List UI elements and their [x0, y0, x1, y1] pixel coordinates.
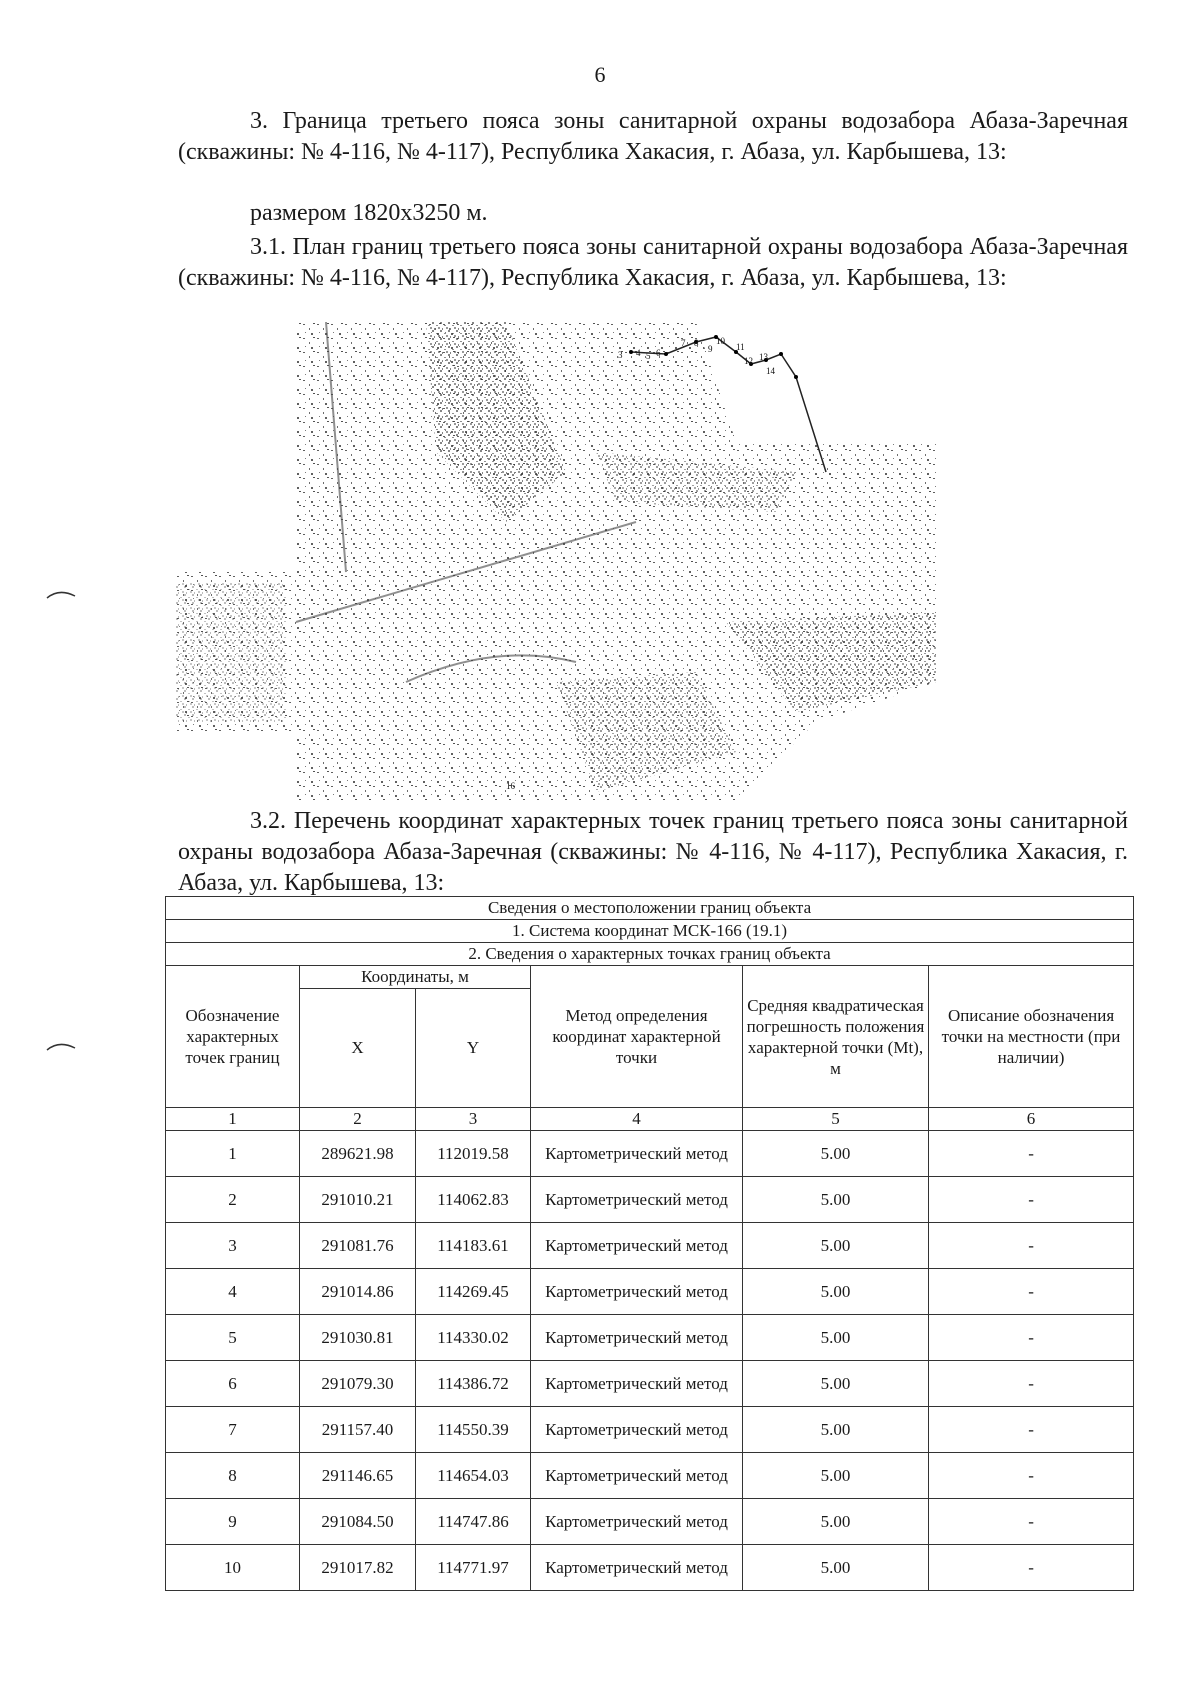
- map-point-label: 7: [681, 338, 686, 348]
- table-coordinate-system: 1. Система координат МСК-166 (19.1): [166, 920, 1134, 943]
- mean-error: 5.00: [743, 1269, 929, 1315]
- table-row: [166, 1499, 1134, 1545]
- point-number: 1: [166, 1131, 300, 1177]
- map-point-label: 6: [656, 348, 661, 358]
- coord-x: 291081.76: [300, 1223, 416, 1269]
- method: Картометрический метод: [531, 1545, 743, 1591]
- mean-error: 5.00: [743, 1407, 929, 1453]
- coordinates-table: [165, 896, 1134, 1591]
- mean-error: 5.00: [743, 1361, 929, 1407]
- table-row: [166, 1407, 1134, 1453]
- column-number: 2: [300, 1108, 416, 1131]
- column-number: 3: [416, 1108, 531, 1131]
- method: Картометрический метод: [531, 1453, 743, 1499]
- coord-y: 114550.39: [416, 1407, 531, 1453]
- coord-y: 114771.97: [416, 1545, 531, 1591]
- header-designation: Обозначение характерных точек границ: [166, 966, 300, 1108]
- table-row: [166, 1453, 1134, 1499]
- header-y: Y: [416, 989, 531, 1108]
- description: -: [929, 1315, 1134, 1361]
- coord-y: 114183.61: [416, 1223, 531, 1269]
- column-number: 1: [166, 1108, 300, 1131]
- method: Картометрический метод: [531, 1407, 743, 1453]
- mean-error: 5.00: [743, 1499, 929, 1545]
- header-method: Метод определения координат характерной точки: [531, 966, 743, 1108]
- point-number: 9: [166, 1499, 300, 1545]
- map-point-label: 10: [716, 336, 725, 346]
- method: Картометрический метод: [531, 1499, 743, 1545]
- description: -: [929, 1499, 1134, 1545]
- coord-x: 291014.86: [300, 1269, 416, 1315]
- method: Картометрический метод: [531, 1131, 743, 1177]
- map-point-label: 4: [636, 348, 641, 358]
- map-point-label: 8: [694, 338, 699, 348]
- header-mean-error: Средняя квадратическая погрешность положения характерной точки (Mt), м: [743, 966, 929, 1108]
- method: Картометрический метод: [531, 1269, 743, 1315]
- description: -: [929, 1131, 1134, 1177]
- coord-x: 291017.82: [300, 1545, 416, 1591]
- coord-x: 291030.81: [300, 1315, 416, 1361]
- point-number: 2: [166, 1177, 300, 1223]
- method: Картометрический метод: [531, 1361, 743, 1407]
- table-row: [166, 1223, 1134, 1269]
- binding-mark: [45, 1040, 77, 1054]
- column-number: 6: [929, 1108, 1134, 1131]
- mean-error: 5.00: [743, 1177, 929, 1223]
- coord-x: 291010.21: [300, 1177, 416, 1223]
- map-point-label: 13: [759, 352, 768, 362]
- mean-error: 5.00: [743, 1131, 929, 1177]
- coord-y: 112019.58: [416, 1131, 531, 1177]
- point-number: 8: [166, 1453, 300, 1499]
- coord-x: 291146.65: [300, 1453, 416, 1499]
- table-row: [166, 1545, 1134, 1591]
- map-point-label: 5: [646, 351, 651, 361]
- map-point-label: 12: [744, 356, 753, 366]
- point-number: 7: [166, 1407, 300, 1453]
- coord-y: 114747.86: [416, 1499, 531, 1545]
- table-row: [166, 1361, 1134, 1407]
- map-point-label: 16: [506, 781, 515, 791]
- map-point-label: 14: [766, 366, 775, 376]
- table-row: [166, 1177, 1134, 1223]
- paragraph-zone-size: размером 1820х3250 м.: [250, 200, 488, 226]
- column-number: 5: [743, 1108, 929, 1131]
- description: -: [929, 1407, 1134, 1453]
- header-coordinates: Координаты, м: [300, 966, 531, 989]
- map-point-label: 3: [618, 350, 623, 360]
- description: -: [929, 1269, 1134, 1315]
- paragraph-coordinates-list: 3.2. Перечень координат характерных точек границ третьего пояса зоны санитарной охраны водозабора Абаза-Заречная (скважины: № 4-116, № 4-117), Республика Хакасия, г. Абаза, ул. Карбышева, 13:: [178, 808, 1128, 896]
- mean-error: 5.00: [743, 1545, 929, 1591]
- point-number: 3: [166, 1223, 300, 1269]
- mean-error: 5.00: [743, 1223, 929, 1269]
- map-point-label: 9: [708, 344, 713, 354]
- coord-y: 114330.02: [416, 1315, 531, 1361]
- boundary-plan-map: [176, 322, 936, 800]
- table-row: [166, 1269, 1134, 1315]
- paragraph-boundary-plan: 3.1. План границ третьего пояса зоны санитарной охраны водозабора Абаза-Заречная (скважины: № 4-116, № 4-117), Республика Хакасия, г. Абаза, ул. Карбышева, 13:: [178, 234, 1128, 291]
- description: -: [929, 1545, 1134, 1591]
- aerial-photo-area: [176, 322, 936, 800]
- description: -: [929, 1453, 1134, 1499]
- table-section-title: 2. Сведения о характерных точках границ объекта: [166, 943, 1134, 966]
- paragraph-zone-boundary: 3. Граница третьего пояса зоны санитарной охраны водозабора Абаза-Заречная (скважины: № 4-116, № 4-117), Республика Хакасия, г. Абаза, ул. Карбышева, 13:: [178, 108, 1128, 165]
- coord-x: 289621.98: [300, 1131, 416, 1177]
- point-number: 10: [166, 1545, 300, 1591]
- coord-y: 114654.03: [416, 1453, 531, 1499]
- table-row: [166, 1315, 1134, 1361]
- description: -: [929, 1177, 1134, 1223]
- binding-mark: [45, 588, 77, 602]
- table-title: Сведения о местоположении границ объекта: [166, 897, 1134, 920]
- mean-error: 5.00: [743, 1315, 929, 1361]
- coord-y: 114386.72: [416, 1361, 531, 1407]
- page-number: 6: [594, 62, 606, 87]
- coord-x: 291079.30: [300, 1361, 416, 1407]
- table-row: [166, 1131, 1134, 1177]
- point-number: 5: [166, 1315, 300, 1361]
- coord-x: 291157.40: [300, 1407, 416, 1453]
- map-point-label: 11: [736, 342, 745, 352]
- point-number: 4: [166, 1269, 300, 1315]
- mean-error: 5.00: [743, 1453, 929, 1499]
- point-number: 6: [166, 1361, 300, 1407]
- header-description: Описание обозначения точки на местности (при наличии): [929, 966, 1134, 1108]
- description: -: [929, 1361, 1134, 1407]
- description: -: [929, 1223, 1134, 1269]
- column-number: 4: [531, 1108, 743, 1131]
- coord-y: 114269.45: [416, 1269, 531, 1315]
- method: Картометрический метод: [531, 1315, 743, 1361]
- header-x: X: [300, 989, 416, 1108]
- coord-x: 291084.50: [300, 1499, 416, 1545]
- coord-y: 114062.83: [416, 1177, 531, 1223]
- method: Картометрический метод: [531, 1177, 743, 1223]
- method: Картометрический метод: [531, 1223, 743, 1269]
